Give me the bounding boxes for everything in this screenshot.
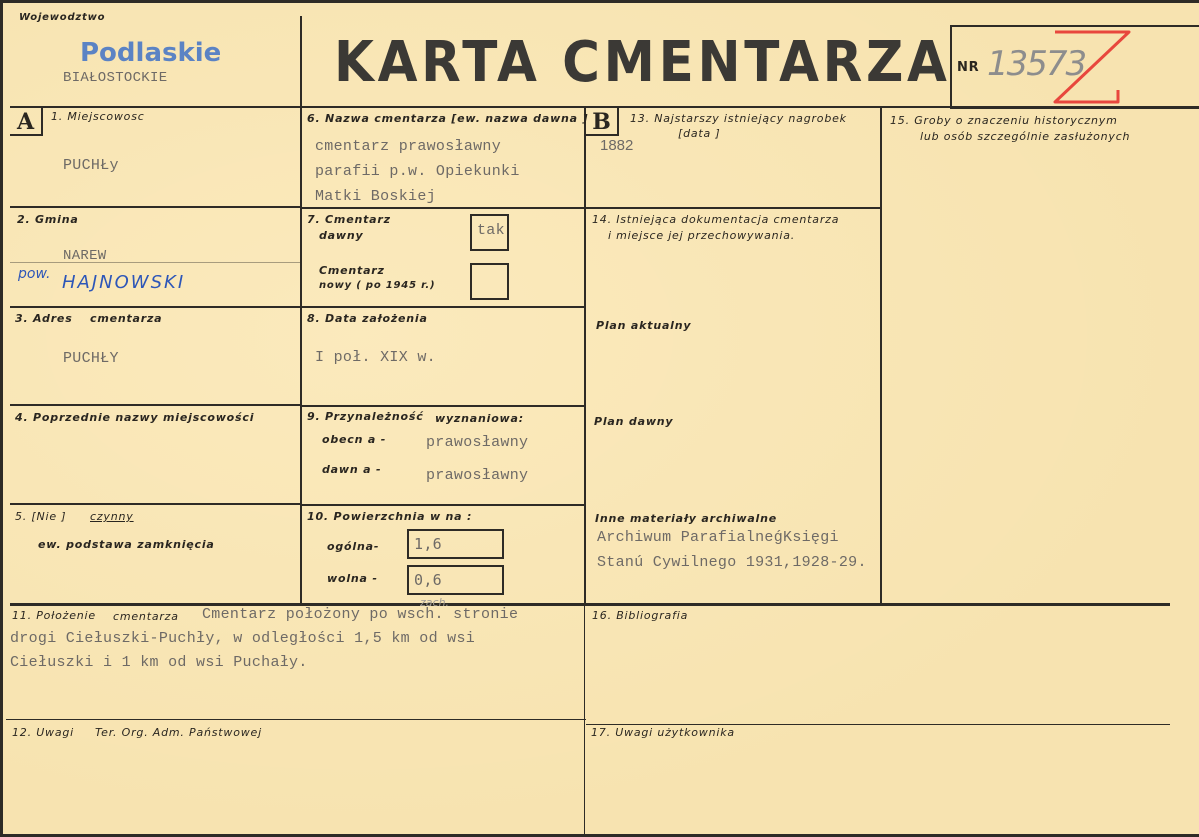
- f10-label: 10. Powierzchnia w na :: [307, 510, 473, 523]
- f13-label: 13. Najstarszy istniejący nagrobek: [630, 112, 847, 125]
- f11-overwrite: zach.: [420, 596, 450, 609]
- f10-divider: [300, 504, 584, 506]
- section-b-badge: B: [586, 108, 619, 136]
- f7-new-checkbox[interactable]: [470, 263, 509, 300]
- f7-new-label-a: Cmentarz: [319, 264, 385, 277]
- f11-line-3: Ciełuszki i 1 km od wsi Puchały.: [10, 654, 308, 671]
- col-divider-1: [300, 16, 302, 604]
- col-divider-3: [880, 106, 882, 604]
- f14-label: 14. Istniejąca dokumentacja cmentarza: [592, 213, 840, 226]
- f3-label-a: 3. Adres: [15, 312, 73, 325]
- left-border: [0, 0, 3, 837]
- f10-free-label: wolna -: [327, 572, 378, 585]
- f17-divider: [586, 724, 1170, 725]
- f8-label: 8. Data założenia: [307, 312, 428, 325]
- f6-line-2: parafii p.w. Opiekunki: [315, 163, 520, 180]
- f17-label: 17. Uwagi użytkownika: [591, 726, 735, 739]
- f7-divider: [300, 207, 584, 209]
- f9-current-value: prawosławny: [426, 434, 529, 451]
- f7-old-label-a: 7. Cmentarz: [307, 213, 391, 226]
- f1-label: 1. Miejscowosc: [51, 110, 145, 123]
- f12-label-b: Ter. Org. Adm. Państwowej: [95, 726, 262, 739]
- f9-label-a: 9. Przynależność: [307, 410, 424, 423]
- f2-hand-value: HAJNOWSKI: [62, 272, 186, 293]
- f16-label: 16. Bibliografia: [592, 609, 689, 622]
- f3-divider: [10, 306, 300, 308]
- section-a-badge: A: [10, 108, 43, 136]
- f9-divider: [300, 405, 584, 407]
- f10-total-label: ogólna-: [327, 540, 380, 553]
- wojewodztwo-label: Wojewodztwo: [19, 12, 106, 23]
- f2-hand-prefix: pow.: [18, 266, 51, 282]
- f13-value: 1882: [600, 137, 634, 154]
- f8-divider: [300, 306, 584, 308]
- f7-new-label-b: nowy ( po 1945 r.): [319, 280, 436, 291]
- f15-label: 15. Groby o znaczeniu historycznym: [890, 114, 1118, 127]
- f11-label-a: 11. Położenie: [12, 609, 96, 622]
- f3-label-b: cmentarza: [90, 312, 163, 325]
- f4-divider: [10, 404, 300, 406]
- wojewodztwo-typed: BIAŁOSTOCKIE: [63, 70, 168, 86]
- f8-value: I poł. XIX w.: [315, 349, 436, 366]
- f10-total-value: 1,6: [414, 535, 442, 553]
- f11-line-2: drogi Ciełuszki-Puchły, w odległości 1,5 km od wsi: [10, 630, 476, 647]
- f14-label-sub: i miejsce jej przechowywania.: [608, 229, 796, 242]
- nr-label: NR: [957, 60, 980, 75]
- nr-value: 13573: [987, 44, 1086, 84]
- f10-free-value: 0,6: [414, 571, 442, 589]
- f11-label-b: cmentarza: [113, 610, 179, 623]
- f2-label: 2. Gmina: [17, 213, 79, 226]
- wojewodztwo-stamp: Podlaskie: [80, 38, 222, 68]
- f14-other-line-1: Archiwum ParafialneǵKsięgi: [597, 529, 839, 546]
- f9-former-label: dawn a -: [322, 463, 382, 476]
- f14-plan-current: Plan aktualny: [596, 319, 692, 332]
- f14-other-label: Inne materiały archiwalne: [595, 512, 778, 525]
- f15-label-sub: lub osób szczególnie zasłużonych: [920, 130, 1131, 143]
- f11-line-1: Cmentarz położony po wsch. stronie: [202, 606, 519, 623]
- f2-value: NAREW: [63, 248, 107, 264]
- f3-value: PUCHŁY: [63, 350, 119, 367]
- top-border: [0, 0, 1199, 3]
- f2-subline: [10, 262, 300, 263]
- f5-label-a: 5. [Nie ]: [15, 510, 67, 523]
- f14-divider: [584, 207, 880, 209]
- card-title: KARTA CMENTARZA: [334, 30, 951, 95]
- f7-old-label-b: dawny: [319, 229, 364, 242]
- f5-label-b: czynny: [90, 510, 134, 523]
- f6-line-3: Matki Boskiej: [315, 188, 436, 205]
- f6-line-1: cmentarz prawosławny: [315, 138, 502, 155]
- f5-label-sub: ew. podstawa zamknięcia: [38, 538, 215, 551]
- col-divider-2: [584, 106, 586, 604]
- f14-plan-former: Plan dawny: [594, 415, 674, 428]
- f9-current-label: obecn a -: [322, 433, 387, 446]
- f5-divider: [10, 503, 300, 505]
- red-z-mark-icon: [1045, 28, 1135, 108]
- f9-former-value: prawosławny: [426, 467, 529, 484]
- f1-value: PUCHŁy: [63, 157, 119, 174]
- bottom-divider: [10, 603, 1170, 606]
- f12-divider: [6, 719, 586, 720]
- f2-divider: [10, 206, 300, 208]
- f4-label: 4. Poprzednie nazwy miejscowości: [15, 411, 255, 424]
- f6-label: 6. Nazwa cmentarza [ew. nazwa dawna ]: [307, 112, 589, 125]
- f12-label-a: 12. Uwagi: [12, 726, 75, 739]
- f13-label-sub: [data ]: [678, 127, 721, 140]
- f7-old-value: tak: [477, 222, 505, 239]
- f9-label-b: wyznaniowa:: [435, 412, 524, 425]
- f14-other-line-2: Stanú Cywilnego 1931,1928-29.: [597, 554, 867, 571]
